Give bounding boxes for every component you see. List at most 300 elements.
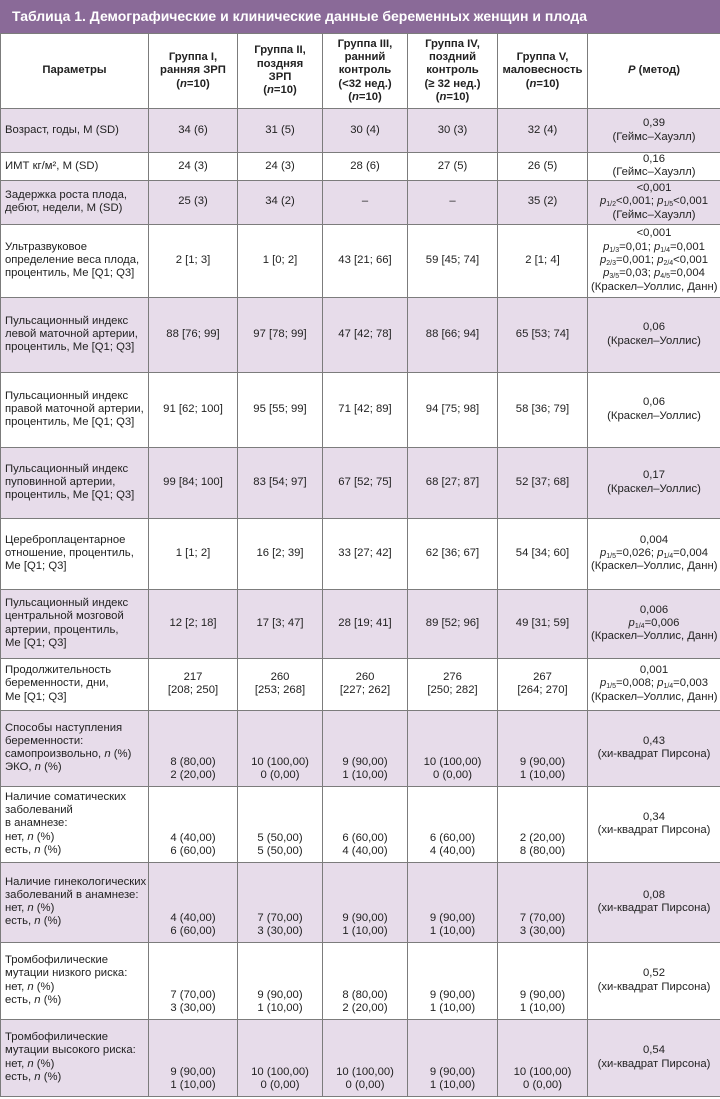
- value-line: 34 (6): [178, 123, 208, 136]
- value-line: 260: [355, 670, 375, 683]
- header-line: (n=10): [176, 77, 210, 90]
- value-line: 6 (60,00): [170, 845, 216, 858]
- p-line: 0,16: [643, 153, 665, 165]
- value-line: 95 [55; 99]: [253, 402, 307, 415]
- param-line: ЭКО, n (%): [5, 761, 62, 774]
- header-line: Группа IV,: [425, 37, 480, 50]
- p-line: <0,001: [636, 182, 672, 195]
- p-line: (хи-квадрат Пирсона): [597, 1057, 711, 1070]
- header-line: (n=10): [263, 84, 297, 97]
- value-cell-group-5: [498, 786, 588, 862]
- table-row: [1, 372, 720, 447]
- table-title: Таблица 1. Демографические и клинические данные беременных женщин и плода: [0, 0, 720, 33]
- value-cell-group-3: [323, 518, 408, 589]
- value-cell-group-3: [323, 372, 408, 447]
- header-row: [1, 34, 720, 109]
- value-cell-group-2: [238, 224, 323, 297]
- table-row: [1, 710, 720, 786]
- param-line: Задержка роста плода,: [5, 188, 127, 201]
- value-line: 67 [52; 75]: [338, 475, 392, 488]
- p-value-cell: [588, 658, 720, 710]
- value-cell-group-5: [498, 862, 588, 942]
- value-cell-group-2: [238, 942, 323, 1019]
- header-line: Группа I,: [168, 51, 218, 64]
- value-line: 4 (40,00): [342, 845, 388, 858]
- value-line: 8 (80,00): [519, 845, 566, 858]
- value-line: 28 (6): [350, 159, 380, 172]
- param-line: мутации низкого риска:: [5, 967, 128, 980]
- param-line: нет, n (%): [5, 902, 55, 915]
- param-line: Тромбофилические: [5, 954, 109, 966]
- value-cell-group-1: [149, 153, 238, 181]
- param-line: Me [Q1; Q3]: [5, 560, 67, 573]
- value-cell-group-2: [238, 862, 323, 942]
- table-row: [1, 862, 720, 942]
- value-cell-group-1: [149, 658, 238, 710]
- param-line: артерии, процентиль,: [5, 623, 119, 636]
- p-value-cell: [588, 224, 720, 297]
- param-line: нет, n (%): [5, 830, 55, 843]
- value-cell-group-5: [498, 297, 588, 372]
- value-line: –: [449, 195, 456, 208]
- value-cell-group-3: [323, 942, 408, 1019]
- header-line: поздний: [428, 51, 477, 64]
- p-value-cell: [588, 109, 720, 153]
- param-line: процентиль, Me [Q1; Q3]: [5, 267, 135, 280]
- table-row: [1, 180, 720, 224]
- value-cell-group-4: [408, 153, 498, 181]
- value-cell-group-3: [323, 224, 408, 297]
- p-line: (Краскел–Уоллис, Данн): [591, 690, 718, 703]
- value-line: 8 (80,00): [342, 989, 388, 1001]
- param-line: процентиль, Me [Q1; Q3]: [5, 416, 135, 429]
- p-line: (Краскел–Уоллис, Данн): [591, 560, 718, 573]
- p-line: 0,54: [643, 1044, 665, 1057]
- value-line: 2 [1; 4]: [525, 253, 560, 266]
- value-cell-group-4: [408, 224, 498, 297]
- data-table: [0, 33, 720, 1097]
- value-line: [264; 270]: [517, 684, 568, 697]
- value-cell-group-4: [408, 862, 498, 942]
- table-row: [1, 658, 720, 710]
- value-cell-group-5: [498, 153, 588, 181]
- value-line: 2 (20,00): [519, 832, 566, 844]
- value-line: 1 [0; 2]: [262, 253, 298, 266]
- param-line: отношение, процентиль,: [5, 546, 134, 559]
- p-line: (хи-квадрат Пирсона): [597, 824, 711, 837]
- value-line: –: [361, 195, 369, 208]
- value-line: 43 [21; 66]: [338, 253, 392, 266]
- value-cell-group-1: [149, 710, 238, 786]
- value-line: 10 (100,00): [423, 756, 482, 768]
- value-cell-group-1: [149, 224, 238, 297]
- value-cell-group-1: [149, 109, 238, 153]
- param-line: Цереброплацентарное: [5, 533, 126, 546]
- value-line: 68 [27; 87]: [425, 475, 480, 488]
- value-line: 1 (10,00): [257, 1002, 303, 1015]
- value-cell-group-3: [323, 297, 408, 372]
- value-line: 9 (90,00): [342, 756, 388, 768]
- value-cell-group-1: [149, 518, 238, 589]
- value-line: 27 (5): [437, 159, 468, 172]
- param-line: есть, n (%): [5, 915, 62, 928]
- p-line: 0,06: [643, 396, 665, 409]
- p-line: $p_{1/5}=0,008$; $p_{1/4}=0,003$: [599, 677, 709, 691]
- value-line: 1 (10,00): [342, 925, 388, 938]
- value-line: 4 (40,00): [170, 832, 216, 844]
- value-line: 1 (10,00): [170, 1079, 216, 1092]
- value-line: 16 [2; 39]: [256, 546, 304, 559]
- value-line: [208; 250]: [167, 684, 219, 697]
- param-line: Me [Q1; Q3]: [5, 690, 67, 703]
- param-line: Me [Q1; Q3]: [5, 636, 67, 649]
- header-line: контроль: [426, 64, 479, 77]
- value-line: 26 (5): [527, 159, 558, 172]
- param-line: мутации высокого риска:: [5, 1044, 136, 1057]
- header-line: (<32 нед.): [338, 77, 392, 90]
- value-cell-group-4: [408, 942, 498, 1019]
- p-line: 0,004: [639, 533, 669, 546]
- param-cell: [1, 1019, 149, 1096]
- value-cell-group-3: [323, 658, 408, 710]
- header-line: ранняя ЗРП: [160, 64, 226, 77]
- value-cell-group-2: [238, 658, 323, 710]
- value-line: 62 [36; 67]: [425, 546, 480, 559]
- value-line: 7 (70,00): [257, 912, 303, 924]
- header-line: Группа III,: [337, 37, 393, 50]
- value-line: 9 (90,00): [342, 912, 388, 924]
- value-line: 0 (0,00): [523, 1079, 562, 1092]
- param-line: нет, n (%): [5, 980, 55, 993]
- value-cell-group-1: [149, 447, 238, 518]
- value-line: 35 (2): [527, 195, 558, 208]
- param-cell: [1, 447, 149, 518]
- value-line: 58 [36; 79]: [515, 402, 570, 415]
- p-line: 0,08: [643, 888, 665, 901]
- header-line: (n=10): [348, 90, 382, 103]
- value-line: 3 (30,00): [519, 925, 566, 938]
- header-line: Группа II,: [254, 44, 306, 57]
- value-line: 49 [31; 59]: [515, 616, 570, 629]
- value-line: 91 [62; 100]: [163, 402, 223, 415]
- value-cell-group-2: [238, 1019, 323, 1096]
- param-cell: [1, 372, 149, 447]
- param-line: есть, n (%): [5, 1070, 62, 1083]
- param-cell: [1, 862, 149, 942]
- p-value-cell: [588, 372, 720, 447]
- param-line: Пульсационный индекс: [5, 314, 129, 327]
- p-value-cell: [588, 942, 720, 1019]
- value-line: 1 [1; 2]: [175, 546, 211, 559]
- value-line: 47 [42; 78]: [338, 327, 392, 340]
- param-cell: [1, 109, 149, 153]
- param-line: есть, n (%): [5, 993, 62, 1006]
- header-group-2: [238, 34, 323, 109]
- value-line: 1 (10,00): [429, 1079, 476, 1092]
- table-row: [1, 589, 720, 658]
- value-line: 9 (90,00): [519, 756, 566, 768]
- value-cell-group-2: [238, 153, 323, 181]
- p-line: <0,001: [636, 227, 672, 240]
- value-line: 59 [45; 74]: [425, 253, 480, 266]
- param-cell: [1, 224, 149, 297]
- value-cell-group-2: [238, 518, 323, 589]
- value-cell-group-5: [498, 447, 588, 518]
- p-line: (Краскел–Уоллис, Данн): [591, 630, 718, 643]
- param-line: нет, n (%): [5, 1057, 55, 1070]
- value-cell-group-2: [238, 109, 323, 153]
- value-line: 12 [2; 18]: [169, 616, 217, 629]
- value-cell-group-5: [498, 109, 588, 153]
- header-line: (n=10): [525, 77, 560, 90]
- p-line: $p_{1/2}<0,001$; $p_{1/5}<0,001$: [599, 195, 709, 209]
- value-cell-group-5: [498, 1019, 588, 1096]
- p-line: (хи-квадрат Пирсона): [597, 748, 711, 761]
- value-line: 9 (90,00): [429, 912, 476, 924]
- value-line: 8 (80,00): [170, 756, 216, 768]
- value-line: 7 (70,00): [519, 912, 566, 924]
- value-cell-group-1: [149, 786, 238, 862]
- value-line: 24 (3): [265, 159, 295, 172]
- param-line: Способы наступления: [5, 721, 123, 734]
- value-line: 10 (100,00): [336, 1066, 394, 1078]
- param-line: в анамнезе:: [5, 817, 68, 830]
- value-line: [227; 262]: [339, 684, 391, 697]
- p-line: (Геймс–Хауэлл): [612, 208, 696, 221]
- value-cell-group-4: [408, 1019, 498, 1096]
- p-line: 0,52: [643, 967, 665, 980]
- param-cell: [1, 297, 149, 372]
- header-line: (≥ 32 нед.): [424, 77, 481, 90]
- p-value-cell: [588, 710, 720, 786]
- value-line: 6 (60,00): [342, 832, 388, 844]
- value-cell-group-2: [238, 297, 323, 372]
- value-line: 2 (20,00): [170, 769, 216, 782]
- value-line: 97 [78; 99]: [253, 327, 307, 340]
- p-line: (Геймс–Хауэлл): [612, 130, 696, 143]
- p-value-cell: [588, 297, 720, 372]
- param-line: есть, n (%): [5, 844, 62, 857]
- p-line: $p_{1/3}=0,01$; $p_{1/4}=0,001$: [603, 240, 705, 254]
- value-line: 9 (90,00): [519, 989, 566, 1001]
- p-line: $p_{1/5}=0,026$; $p_{1/4}=0,004$: [599, 546, 709, 560]
- header-group-1: [149, 34, 238, 109]
- param-line: центральной мозговой: [5, 610, 124, 623]
- p-line: (хи-квадрат Пирсона): [597, 902, 711, 915]
- value-line: 71 [42; 89]: [338, 402, 392, 415]
- value-cell-group-2: [238, 180, 323, 224]
- value-line: 31 (5): [265, 123, 295, 136]
- value-cell-group-4: [408, 786, 498, 862]
- p-line: 0,43: [643, 734, 665, 747]
- param-cell: [1, 786, 149, 862]
- value-cell-group-3: [323, 180, 408, 224]
- p-line: 0,006: [639, 603, 669, 616]
- table-row: [1, 297, 720, 372]
- table-row: [1, 224, 720, 297]
- param-line: Пульсационный индекс: [5, 597, 129, 609]
- value-line: 1 (10,00): [429, 1002, 476, 1015]
- value-cell-group-4: [408, 180, 498, 224]
- header-line: поздняя: [256, 57, 304, 70]
- param-line: дебют, недели, M (SD): [5, 202, 123, 215]
- param-line: правой маточной артерии,: [5, 402, 144, 415]
- header-line: ранний: [344, 51, 386, 64]
- value-line: 9 (90,00): [429, 989, 476, 1001]
- value-line: 30 (4): [350, 123, 380, 136]
- value-cell-group-1: [149, 1019, 238, 1096]
- param-line: самопроизвольно, n (%): [5, 748, 132, 761]
- value-line: 260: [270, 670, 290, 683]
- p-value-cell: [588, 447, 720, 518]
- value-line: 6 (60,00): [170, 925, 216, 938]
- value-line: 2 [1; 3]: [175, 253, 211, 266]
- header-line: (n=10): [435, 90, 470, 103]
- value-cell-group-3: [323, 589, 408, 658]
- value-line: 217: [183, 670, 203, 683]
- p-value-cell: [588, 153, 720, 181]
- value-cell-group-3: [323, 109, 408, 153]
- value-cell-group-4: [408, 589, 498, 658]
- value-line: 9 (90,00): [170, 1066, 216, 1078]
- value-cell-group-5: [498, 518, 588, 589]
- p-line: 0,06: [643, 321, 665, 334]
- header-group-4: [408, 34, 498, 109]
- value-line: 17 [3; 47]: [256, 616, 304, 629]
- value-cell-group-5: [498, 942, 588, 1019]
- table-row: [1, 518, 720, 589]
- value-cell-group-1: [149, 372, 238, 447]
- p-line: 0,17: [643, 469, 665, 482]
- param-line: процентиль, Me [Q1; Q3]: [5, 341, 135, 354]
- value-line: 28 [19; 41]: [338, 616, 392, 629]
- p-line: $p_{2/3}=0,001$; $p_{2/4}<0,001$: [599, 253, 709, 267]
- value-line: 33 [27; 42]: [338, 546, 392, 559]
- table-row: [1, 109, 720, 153]
- p-line: (Краскел–Уоллис): [607, 409, 701, 422]
- value-cell-group-5: [498, 589, 588, 658]
- header-line: Группа V,: [516, 51, 569, 64]
- param-line: пуповинной артерии,: [5, 475, 116, 488]
- p-value-cell: [588, 180, 720, 224]
- table-row: [1, 786, 720, 862]
- value-line: 99 [84; 100]: [163, 475, 223, 488]
- value-line: 3 (30,00): [257, 925, 303, 938]
- p-line: (Геймс–Хауэлл): [612, 166, 696, 179]
- value-line: 52 [37; 68]: [515, 475, 570, 488]
- value-line: 4 (40,00): [429, 845, 476, 858]
- value-cell-group-1: [149, 862, 238, 942]
- param-line: Наличие соматических: [5, 790, 127, 803]
- value-cell-group-3: [323, 862, 408, 942]
- p-line: 0,001: [639, 664, 669, 677]
- p-value-cell: [588, 786, 720, 862]
- value-line: 94 [75; 98]: [425, 402, 480, 415]
- value-line: 54 [34; 60]: [515, 546, 570, 559]
- param-line: определение веса плода,: [5, 253, 140, 266]
- value-line: 24 (3): [178, 159, 208, 172]
- p-line: 0,34: [643, 810, 665, 823]
- value-cell-group-1: [149, 297, 238, 372]
- value-cell-group-5: [498, 658, 588, 710]
- p-value-cell: [588, 518, 720, 589]
- value-cell-group-4: [408, 658, 498, 710]
- param-cell: [1, 942, 149, 1019]
- param-cell: [1, 518, 149, 589]
- value-line: 88 [66; 94]: [425, 327, 480, 340]
- p-line: $p_{1/4}=0,006$: [628, 616, 680, 630]
- value-line: 83 [54; 97]: [253, 475, 307, 488]
- p-line: (хи-квадрат Пирсона): [597, 980, 711, 993]
- value-line: 65 [53; 74]: [515, 327, 570, 340]
- value-line: 88 [76; 99]: [166, 327, 220, 340]
- value-line: 2 (20,00): [342, 1002, 388, 1015]
- param-line: Тромбофилические: [5, 1031, 109, 1043]
- value-line: 9 (90,00): [257, 989, 303, 1001]
- header-group-5: [498, 34, 588, 109]
- value-line: 0 (0,00): [260, 769, 300, 782]
- value-cell-group-5: [498, 224, 588, 297]
- value-cell-group-4: [408, 518, 498, 589]
- value-line: [253; 268]: [254, 684, 306, 697]
- value-line: 34 (2): [265, 195, 295, 208]
- value-cell-group-3: [323, 447, 408, 518]
- value-line: 32 (4): [527, 123, 558, 136]
- value-line: [250; 282]: [427, 684, 478, 697]
- value-line: 1 (10,00): [519, 769, 566, 782]
- value-cell-group-5: [498, 180, 588, 224]
- param-line: Пульсационный индекс: [5, 389, 129, 402]
- value-line: 1 (10,00): [519, 1002, 566, 1015]
- header-parameters: Параметры: [1, 34, 149, 109]
- value-cell-group-3: [323, 786, 408, 862]
- param-line: левой маточной артерии,: [5, 327, 138, 340]
- value-cell-group-2: [238, 786, 323, 862]
- p-line: $p_{3/5}=0,03$; $p_{4/5}=0,004$: [603, 267, 705, 281]
- header-line: контроль: [338, 64, 392, 77]
- p-value-cell: [588, 1019, 720, 1096]
- value-line: 5 (50,00): [257, 832, 303, 844]
- value-cell-group-1: [149, 180, 238, 224]
- param-line: Возраст, годы, M (SD): [5, 123, 119, 136]
- value-line: 0 (0,00): [260, 1079, 300, 1092]
- param-cell: [1, 710, 149, 786]
- value-line: 7 (70,00): [170, 989, 216, 1001]
- value-line: 10 (100,00): [251, 756, 309, 768]
- value-line: 6 (60,00): [429, 832, 476, 844]
- p-line: (Краскел–Уоллис): [607, 482, 701, 495]
- param-line: Пульсационный индекс: [5, 462, 129, 475]
- param-line: Продолжительность: [5, 664, 112, 677]
- value-cell-group-4: [408, 710, 498, 786]
- value-cell-group-2: [238, 589, 323, 658]
- p-value-cell: [588, 862, 720, 942]
- param-cell: [1, 153, 149, 181]
- param-line: заболеваний: [5, 804, 73, 817]
- value-line: 30 (3): [437, 123, 468, 136]
- header-group-3: [323, 34, 408, 109]
- param-line: заболеваний в анамнезе:: [5, 888, 139, 901]
- value-cell-group-5: [498, 710, 588, 786]
- value-line: 3 (30,00): [170, 1002, 216, 1015]
- value-line: 10 (100,00): [513, 1066, 572, 1078]
- value-cell-group-1: [149, 589, 238, 658]
- value-line: 0 (0,00): [345, 1079, 385, 1092]
- header-line: маловесность: [502, 64, 583, 77]
- param-cell: [1, 658, 149, 710]
- value-cell-group-4: [408, 109, 498, 153]
- param-line: процентиль, Me [Q1; Q3]: [5, 489, 135, 502]
